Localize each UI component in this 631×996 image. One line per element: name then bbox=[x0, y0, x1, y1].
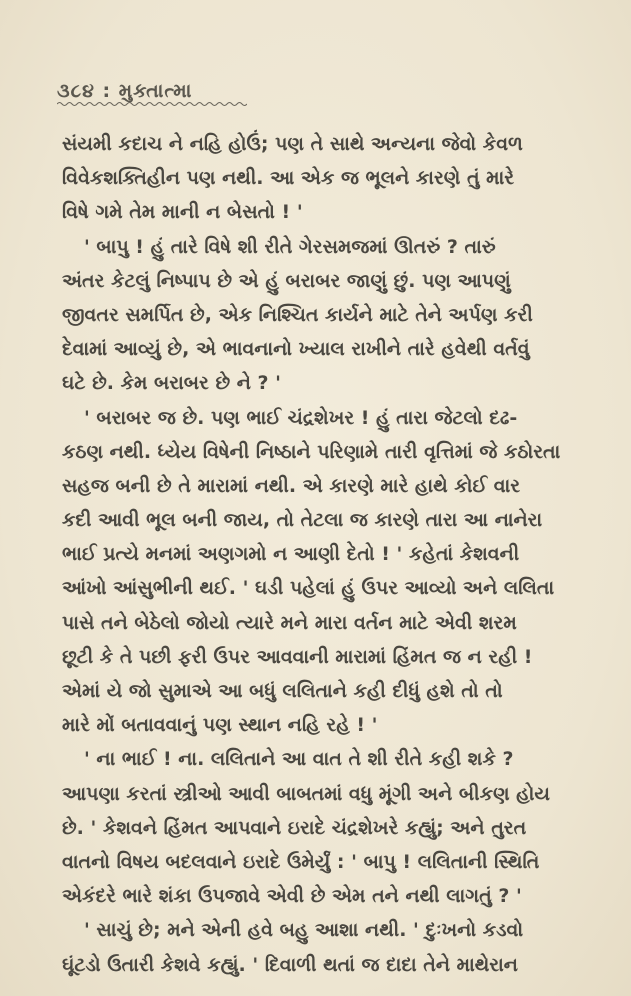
text-line: ઘટે છે. કેમ બરાબર છે ને ? ' bbox=[62, 372, 281, 395]
text-line: વિષે ગમે તેમ માની ન બેસતો ! ' bbox=[62, 201, 303, 224]
running-header: ૩૮૪ : મુક્તાત્મા bbox=[57, 80, 193, 102]
text-line: ' સાચું છે; મને એની હવે બહુ આશા નથી. ' દુઃખનો કડવો bbox=[84, 919, 524, 942]
text-line: પાસે તને બેઠેલો જોયો ત્યારે મને મારા વર્તન માટે એવી શરમ bbox=[62, 611, 517, 634]
text-line: આંખો આંસુભીની થઈ. ' ઘડી પહેલાં હું ઉપર આવ્યો અને લલિતા bbox=[62, 577, 555, 600]
text-line: એમાં યે જો સુમાએ આ બધું લલિતાને કહી દીધું હશે તો તો bbox=[62, 680, 503, 702]
text-line: મારે મોં બતાવવાનું પણ સ્થાન નહિ રહે ! ' bbox=[62, 714, 378, 737]
text-line: વાતનો વિષય બદલવાને ઇરાદે ઉમેર્યું : ' બાપુ ! લલિતાની સ્થિતિ bbox=[62, 850, 540, 873]
text-line: આપણા કરતાં સ્ત્રીઓ આવી બાબતમાં વધુ મૂંગી અને બીકણ હોય bbox=[62, 782, 550, 805]
text-line: ઘૂંટડો ઉતારી કેશવે કહ્યું. ' દિવાળી થતાં જ દાદા તેને માથેરાન bbox=[62, 953, 518, 976]
text-line: દેવામાં આવ્યું છે, એ ભાવનાનો ખ્યાલ રાખીને તારે હવેથી વર્તવું bbox=[62, 338, 530, 361]
header-wavy-rule bbox=[57, 101, 247, 107]
text-line: ' બરાબર જ છે. પણ ભાઈ ચંદ્રશેખર ! હું તારા જેટલો દઢ- bbox=[84, 406, 518, 429]
text-line: એકંદરે ભારે શંકા ઉપજાવે એવી છે એમ તને નથી લાગતું ? ' bbox=[62, 885, 522, 908]
text-line: છૂટી કે તે પછી ફરી ઉપર આવવાની મારામાં હિંમત જ ન રહી ! bbox=[62, 645, 533, 668]
text-line: ભાઈ પ્રત્યે મનમાં અણગમો ન આણી દેતો ! ' કહેતાં કેશવની bbox=[62, 543, 520, 566]
body-text bbox=[62, 127, 596, 982]
text-line: કદી આવી ભૂલ બની જાય, તો તેટલા જ કારણે તારા આ નાનેરા bbox=[62, 509, 543, 532]
text-line: અંતર કેટલું નિષ્પાપ છે એ હું બરાબર જાણું છું. પણ આપણું bbox=[62, 269, 511, 292]
text-line: વિવેકશક્તિહીન પણ નથી. આ એક જ ભૂલને કારણે તું મારે bbox=[62, 167, 515, 190]
text-line: ' બાપુ ! હું તારે વિષે શી રીતે ગેરસમજમાં ઊતરું ? તારું bbox=[84, 235, 496, 258]
text-line: છે. ' કેશવને હિંમત આપવાને ઇરાદે ચંદ્રશેખરે કહ્યું; અને તુરત bbox=[62, 816, 527, 839]
text-line: સંયમી કદાચ ને નહિ હોઉં; પણ તે સાથે અન્યના જેવો કેવળ bbox=[62, 133, 523, 155]
text-line: કઠણ નથી. ધ્યેય વિષેની નિષ્ઠાને પરિણામે તારી વૃત્તિમાં જે કઠોરતા bbox=[62, 440, 561, 463]
text-line: સહજ બની છે તે મારામાં નથી. એ કારણે મારે હાથે કોઈ વાર bbox=[62, 474, 521, 497]
text-line: ' ના ભાઈ ! ના. લલિતાને આ વાત તે શી રીતે કહી શકે ? bbox=[84, 748, 514, 771]
text-line: જીવતર સમર્પિત છે, એક નિશ્ચિત કાર્યને માટે તેને અર્પણ કરી bbox=[62, 303, 533, 326]
